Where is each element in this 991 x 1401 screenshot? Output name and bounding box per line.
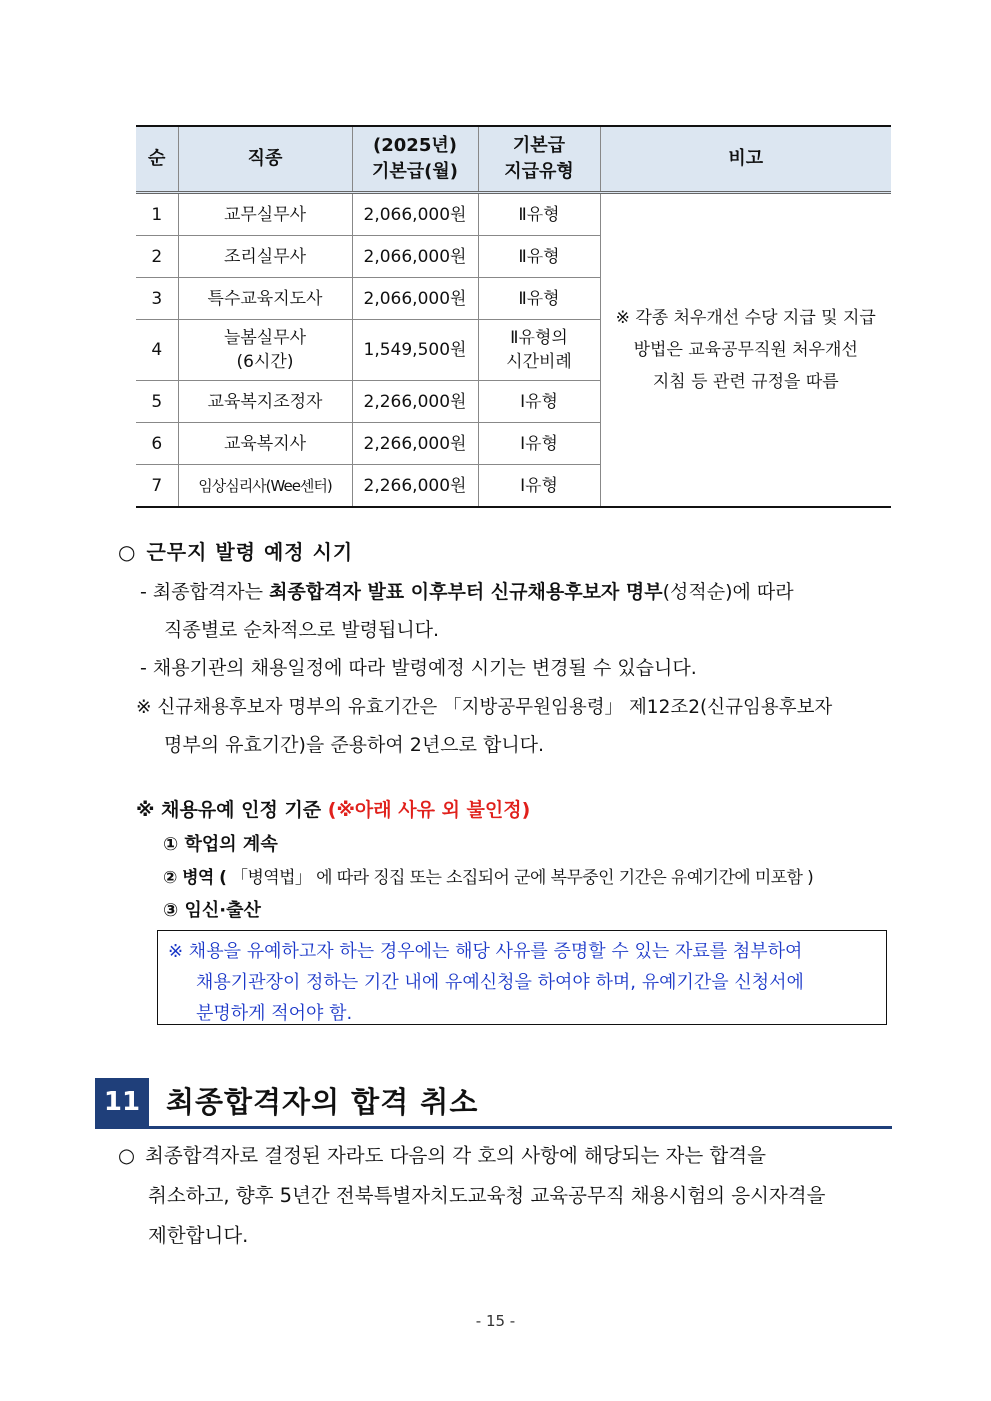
deferral-title — [136, 791, 530, 829]
table-row — [136, 193, 891, 236]
cell-wage: 2,066,000원 — [352, 236, 478, 278]
header-job: 직종 — [178, 126, 352, 193]
cell-job: 교무실무사 — [178, 193, 352, 236]
placement-paragraph-1-cont: 직종별로 순차적으로 발령됩니다. — [164, 619, 440, 641]
cell-type: Ⅱ유형의 시간비례 — [478, 320, 600, 381]
placement-note-line-1: ※ 신규채용후보자 명부의 유효기간은 「지방공무원임용령」 제12조2(신규임용후보자 — [136, 697, 833, 718]
cell-wage: 1,549,500원 — [352, 320, 478, 381]
p1-bold: 최종합격자 발표 이후부터 신규채용후보자 명부 — [269, 581, 663, 603]
notice-line-2: 채용기관장이 정하는 기간 내에 유예신청을 하여야 하며, 유예기간을 신청서에 — [196, 972, 804, 993]
deferral-item-3: ③ 임신·출산 — [163, 900, 261, 921]
notice-line-3: 분명하게 적어야 함. — [196, 1003, 353, 1024]
placement-heading — [118, 536, 353, 565]
cell-no: 1 — [136, 193, 178, 236]
page-number: - 15 - — [475, 1312, 516, 1330]
cell-type: Ⅱ유형 — [478, 193, 600, 236]
circle-bullet-icon: ○ — [118, 1144, 136, 1167]
cell-wage: 2,266,000원 — [352, 381, 478, 423]
cell-type: Ⅰ유형 — [478, 423, 600, 465]
wage-table — [136, 125, 891, 508]
cell-no: 7 — [136, 465, 178, 508]
cell-no: 2 — [136, 236, 178, 278]
section-11-line-2: 취소하고, 향후 5년간 전북특별자치도교육청 교육공무직 채용시험의 응시자격을 — [148, 1184, 826, 1207]
section-divider — [95, 1126, 892, 1129]
notice-line-1: ※ 채용을 유예하고자 하는 경우에는 해당 사유를 증명할 수 있는 자료를 첨부하여 — [168, 941, 803, 962]
cell-wage: 2,266,000원 — [352, 423, 478, 465]
section-11-title: 최종합격자의 합격 취소 — [166, 1085, 479, 1119]
cell-type: Ⅱ유형 — [478, 278, 600, 320]
placement-title: 근무지 발령 예정 시기 — [146, 540, 354, 564]
placement-paragraph-1 — [140, 573, 794, 611]
cell-no: 5 — [136, 381, 178, 423]
deferral-item-2-rest: 「병역법」 에 따라 징집 또는 소집되어 군에 복무중인 기간은 유예기간에 미포함 ) — [226, 868, 814, 888]
table-header-row — [136, 126, 891, 193]
header-remark: 비고 — [600, 126, 891, 193]
section-11-text-1: 최종합격자로 결정된 자라도 다음의 각 호의 사항에 해당되는 자는 합격을 — [145, 1144, 766, 1167]
cell-no: 3 — [136, 278, 178, 320]
deferral-notice-text — [168, 936, 804, 1029]
header-wage: (2025년) 기본급(월) — [352, 126, 478, 193]
cell-no: 6 — [136, 423, 178, 465]
deferral-item-2-bold: ② 병역 ( — [163, 868, 227, 888]
cell-wage: 2,066,000원 — [352, 193, 478, 236]
cell-type: Ⅰ유형 — [478, 465, 600, 508]
deferral-notice-box — [157, 930, 887, 1025]
cell-job: 임상심리사(Wee센터) — [178, 465, 352, 508]
placement-note-line-2: 명부의 유효기간)을 준용하여 2년으로 합니다. — [164, 734, 545, 756]
cell-job: 조리실무사 — [178, 236, 352, 278]
deferral-title-text: ※ 채용유예 인정 기준 — [136, 799, 322, 821]
cell-type: Ⅱ유형 — [478, 236, 600, 278]
cell-remark: ※ 각종 처우개선 수당 지급 및 지급 방법은 교육공무직원 처우개선 지침 등 관련 규정을 따름 — [600, 193, 891, 508]
cell-job: 교육복지조정자 — [178, 381, 352, 423]
cell-type: Ⅰ유형 — [478, 381, 600, 423]
placement-paragraph-2: - 채용기관의 채용일정에 따라 발령예정 시기는 변경될 수 있습니다. — [140, 657, 697, 679]
p1-suffix: (성적순)에 따라 — [662, 581, 794, 603]
cell-no: 4 — [136, 320, 178, 381]
deferral-title-red: (※아래 사유 외 불인정) — [327, 799, 531, 821]
header-no: 순 — [136, 126, 178, 193]
cell-wage: 2,066,000원 — [352, 278, 478, 320]
p1-prefix: - 최종합격자는 — [140, 581, 270, 603]
cell-job: 교육복지사 — [178, 423, 352, 465]
header-type: 기본급 지급유형 — [478, 126, 600, 193]
cell-job: 늘봄실무사 (6시간) — [178, 320, 352, 381]
section-11-line-1 — [118, 1137, 766, 1175]
cell-wage: 2,266,000원 — [352, 465, 478, 508]
section-number-badge: 11 — [95, 1078, 149, 1126]
deferral-item-1: ① 학업의 계속 — [163, 834, 278, 855]
circle-bullet-icon: ○ — [118, 540, 137, 564]
cell-job: 특수교육지도사 — [178, 278, 352, 320]
section-11-line-3: 제한합니다. — [148, 1224, 249, 1247]
